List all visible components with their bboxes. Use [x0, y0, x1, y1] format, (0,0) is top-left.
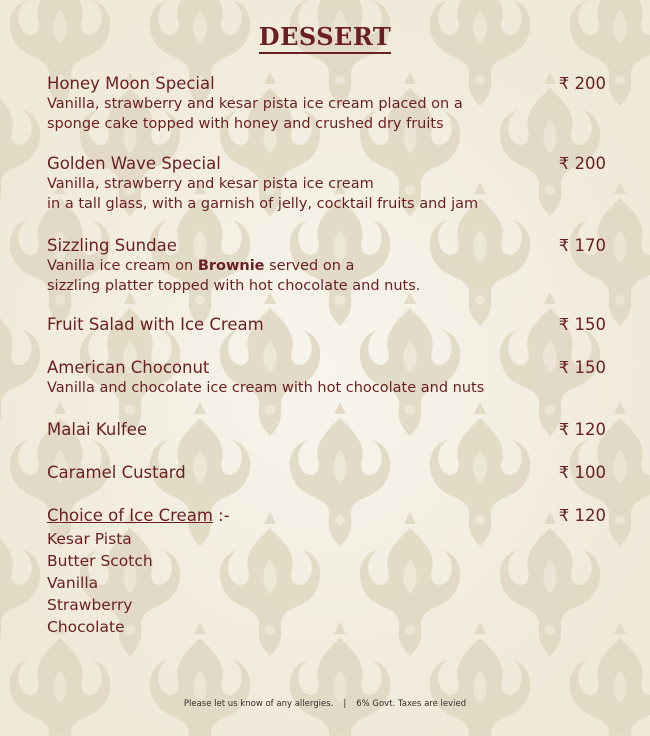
- flavor-item: Butter Scotch: [47, 552, 153, 570]
- choice-label: Choice of Ice Cream: [47, 506, 213, 525]
- item-price: ₹ 150: [558, 315, 606, 334]
- item-name: Fruit Salad with Ice Cream: [47, 315, 264, 334]
- menu-title: DESSERT: [0, 22, 650, 51]
- item-name: Malai Kulfee: [47, 420, 148, 439]
- flavor-item: Strawberry: [47, 596, 133, 614]
- menu-item-sizzling-sundae: [47, 235, 606, 296]
- menu-item-american-choconut: [47, 357, 606, 398]
- flavor-item: Chocolate: [47, 618, 125, 636]
- menu-footer: [0, 699, 650, 709]
- item-name: Caramel Custard: [47, 463, 186, 482]
- item-description: Vanilla, strawberry and kesar pista ice cream: [47, 176, 374, 192]
- flavor-item: Vanilla: [47, 574, 99, 592]
- item-price: ₹ 200: [558, 74, 606, 93]
- item-price: ₹ 150: [558, 358, 606, 377]
- item-price: ₹ 120: [558, 420, 606, 439]
- item-description: in a tall glass, with a garnish of jelly, cocktail fruits and jam: [47, 196, 479, 212]
- item-description: Vanilla, strawberry and kesar pista ice cream placed on a: [47, 96, 463, 112]
- menu-item-fruit-salad: [47, 314, 606, 335]
- allergy-note: Please let us know of any allergies.: [183, 699, 334, 709]
- item-price: ₹ 200: [558, 154, 606, 173]
- item-description: Vanilla ice cream on Brownie served on a: [47, 258, 355, 274]
- item-name: Choice of Ice Cream :-: [47, 506, 230, 525]
- item-price: ₹ 170: [558, 236, 606, 255]
- brownie-emphasis: Brownie: [197, 258, 265, 274]
- flavor-item: Kesar Pista: [47, 530, 132, 548]
- item-price: ₹ 100: [558, 463, 606, 482]
- footer-separator: |: [343, 699, 347, 709]
- menu-item-caramel-custard: [47, 462, 606, 483]
- item-name: Honey Moon Special: [47, 74, 215, 93]
- item-name: Sizzling Sundae: [47, 236, 177, 255]
- item-description: Vanilla and chocolate ice cream with hot chocolate and nuts: [47, 380, 485, 396]
- item-price: ₹ 120: [558, 506, 606, 525]
- menu-item-golden-wave-special: [47, 153, 606, 214]
- item-description: sizzling platter topped with hot chocolate and nuts.: [47, 278, 421, 294]
- menu-item-malai-kulfee: [47, 419, 606, 440]
- item-description: sponge cake topped with honey and crushed dry fruits: [47, 116, 444, 132]
- tax-note: 6% Govt. Taxes are levied: [356, 699, 467, 709]
- item-name: Golden Wave Special: [47, 154, 221, 173]
- ice-cream-flavor-list: [47, 528, 153, 638]
- menu-item-honey-moon-special: [47, 73, 606, 134]
- item-name: American Choconut: [47, 358, 210, 377]
- menu-item-choice-of-ice-cream: [47, 505, 606, 526]
